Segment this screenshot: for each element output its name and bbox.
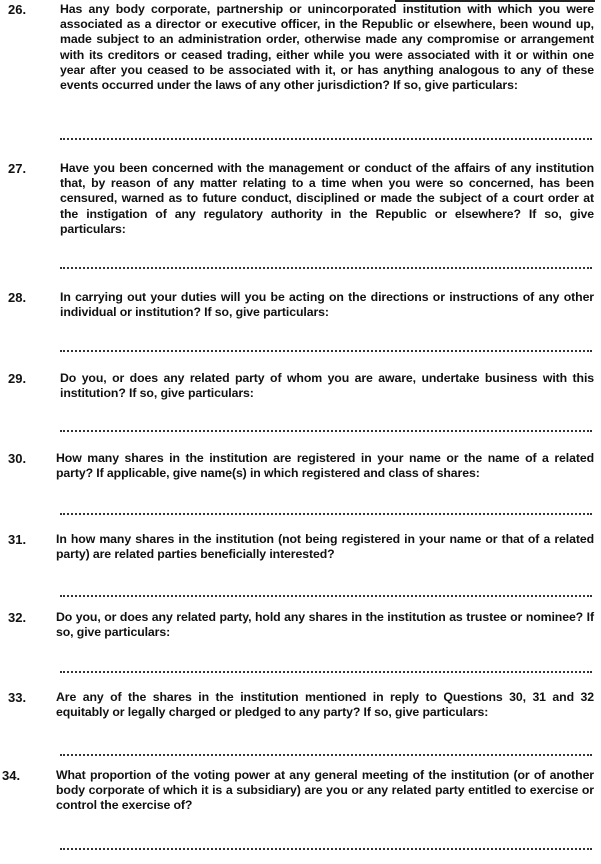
question-text: Has any body corporate, partnership or unincorporated institution with which you were associated as a director or executive officer, in the Republic or elsewhere, been wound up, made subject to an administration order, otherwise made any compromise or arrangement with its creditors or ceased trading, either while you were associated with it or within one year after you ceased to be associated with it, or has anything analogous to any of these events occurred under the laws of any other jurisdiction? If so, give particulars: bbox=[60, 2, 594, 93]
question-number: 29. bbox=[8, 371, 27, 386]
question-text: In carrying out your duties will you be acting on the directions or instructions of any other individual or institution? If so, give particulars: bbox=[60, 290, 594, 320]
question-text: What proportion of the voting power at any general meeting of the institution (or of another body corporate of which it is a subsidiary) are you or any related party entitled to exercise or control the exercise of? bbox=[56, 768, 594, 813]
question-number: 31. bbox=[8, 532, 27, 547]
question-number: 28. bbox=[8, 290, 27, 305]
question-text: In how many shares in the institution (not being registered in your name or that of a related party) are related parties beneficially interested? bbox=[56, 532, 594, 562]
question-text: Have you been concerned with the management or conduct of the affairs of any institution that, by reason of any matter relating to a time when you were so concerned, has been censured, warned as to future conduct, disciplined or made the subject of a court order at the instigation of any regulatory authority in the Republic or elsewhere? If so, give particulars: bbox=[60, 161, 594, 236]
answer-line[interactable] bbox=[60, 665, 592, 673]
answer-line[interactable] bbox=[60, 424, 592, 432]
answer-line[interactable] bbox=[60, 507, 592, 515]
answer-line[interactable] bbox=[60, 842, 592, 850]
question-text: Are any of the shares in the institution mentioned in reply to Questions 30, 31 and 32 equitably or legally charged or pledged to any party? If so, give particulars: bbox=[56, 690, 594, 720]
answer-line[interactable] bbox=[60, 748, 592, 756]
question-text: Do you, or does any related party, hold any shares in the institution as trustee or nominee? If so, give particulars: bbox=[56, 610, 594, 640]
question-number: 30. bbox=[8, 451, 27, 466]
question-number: 27. bbox=[8, 161, 27, 176]
answer-line[interactable] bbox=[60, 132, 592, 140]
question-number: 32. bbox=[8, 610, 27, 625]
question-number: 26. bbox=[8, 2, 27, 17]
question-number: 34. bbox=[2, 768, 21, 783]
answer-line[interactable] bbox=[60, 261, 592, 269]
answer-line[interactable] bbox=[60, 344, 592, 352]
question-number: 33. bbox=[8, 690, 27, 705]
question-text: How many shares in the institution are registered in your name or the name of a related party? If applicable, give name(s) in which registered and class of shares: bbox=[56, 451, 594, 481]
question-text: Do you, or does any related party of whom you are aware, undertake business with this institution? If so, give particulars: bbox=[60, 371, 594, 401]
answer-line[interactable] bbox=[60, 589, 592, 597]
